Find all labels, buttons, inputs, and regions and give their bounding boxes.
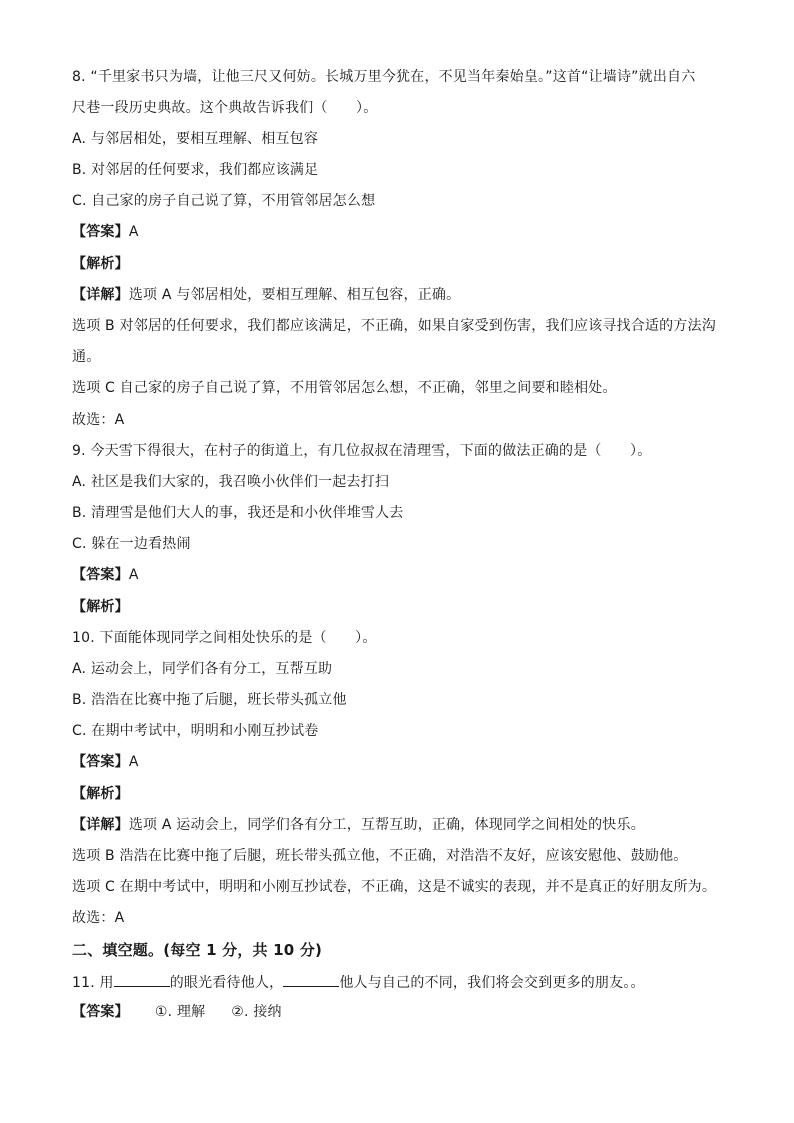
q8-choose: 故选：A [72,412,125,428]
q10-stem: 10. 下面能体现同学之间相处快乐的是（ ）。 [72,630,377,646]
q10-detail-line1 [72,816,645,834]
q11-stem [72,972,645,992]
q11-answer-1: ①. 理解 [154,1004,206,1020]
q8-stem-line1: 8. “千里家书只为墙，让他三尺又何妨。长城万里今犹在，不见当年秦始皇。”这首“让墙诗”就出自六 [72,69,696,85]
q9-answer [72,566,139,584]
q8-detail-label: 【详解】 [72,287,129,303]
q8-stem-line2: 尺巷一段历史典故。这个典故告诉我们（ ）。 [72,100,378,116]
q10-answer-value: A [128,754,139,770]
q10-detail-line2: 选项 B 浩浩在比赛中拖了后腿，班长带头孤立他，不正确，对浩浩不友好，应该安慰他、鼓励他。 [72,848,688,864]
q8-option-b: B. 对邻居的任何要求，我们都应该满足 [72,162,319,178]
q8-answer-label: 【答案】 [72,224,129,240]
q8-answer [72,223,139,241]
section2-title: 二、填空题。(每空 1 分，共 10 分) [72,941,323,959]
q8-detail-line1 [72,286,460,304]
q8-detail-line4: 选项 C 自己家的房子自己说了算，不用管邻居怎么想，不正确，邻里之间要和睦相处。 [72,380,617,396]
q11-answer-2: ②. 接纳 [231,1004,282,1020]
q10-detail-text1: 选项 A 运动会上，同学们各有分工，互帮互助，正确，体现同学之间相处的快乐。 [128,817,645,833]
q9-analysis-label: 【解析】 [72,599,129,615]
q8-detail-text1: 选项 A 与邻居相处，要相互理解、相互包容，正确。 [128,287,461,303]
q9-answer-label: 【答案】 [72,567,129,583]
q11-blank-2 [283,972,339,987]
q10-answer-label: 【答案】 [72,754,129,770]
q10-detail-line3: 选项 C 在期中考试中，明明和小刚互抄试卷，不正确，这是不诚实的表现，并不是真正的好朋友所为。 [72,879,717,895]
q10-option-c: C. 在期中考试中，明明和小刚互抄试卷 [72,723,319,739]
q11-answer [72,1003,282,1021]
q10-option-a: A. 运动会上，同学们各有分工，互帮互助 [72,661,333,677]
q8-answer-value: A [128,224,139,240]
q10-detail-label: 【详解】 [72,817,129,833]
q8-detail-line3: 通。 [72,349,101,365]
q9-option-a: A. 社区是我们大家的，我召唤小伙伴们一起去打扫 [72,474,390,490]
q10-analysis-label: 【解析】 [72,786,129,802]
q11-part1: 11. 用 [72,975,114,991]
q8-option-c: C. 自己家的房子自己说了算，不用管邻居怎么想 [72,193,376,209]
q11-answer-label: 【答案】 [72,1004,129,1020]
q10-option-b: B. 浩浩在比赛中拖了后腿，班长带头孤立他 [72,692,347,708]
q9-option-c: C. 躲在一边看热闹 [72,536,191,552]
q9-answer-value: A [128,567,139,583]
q11-part3: 他人与自己的不同，我们将会交到更多的朋友。。 [339,975,645,991]
q8-analysis-label: 【解析】 [72,256,129,272]
q10-choose: 故选：A [72,910,125,926]
q11-part2: 的眼光看待他人， [169,975,284,991]
q10-answer [72,753,139,771]
q8-detail-line2: 选项 B 对邻居的任何要求，我们都应该满足，不正确，如果自家受到伤害，我们应该寻找合适的方法沟 [72,318,716,334]
q9-option-b: B. 清理雪是他们大人的事，我还是和小伙伴堆雪人去 [72,505,404,521]
q8-option-a: A. 与邻居相处，要相互理解、相互包容 [72,131,319,147]
q11-blank-1 [114,972,170,987]
q9-stem: 9. 今天雪下得很大，在村子的街道上，有几位叔叔在清理雪，下面的做法正确的是（ ）。 [72,443,652,459]
